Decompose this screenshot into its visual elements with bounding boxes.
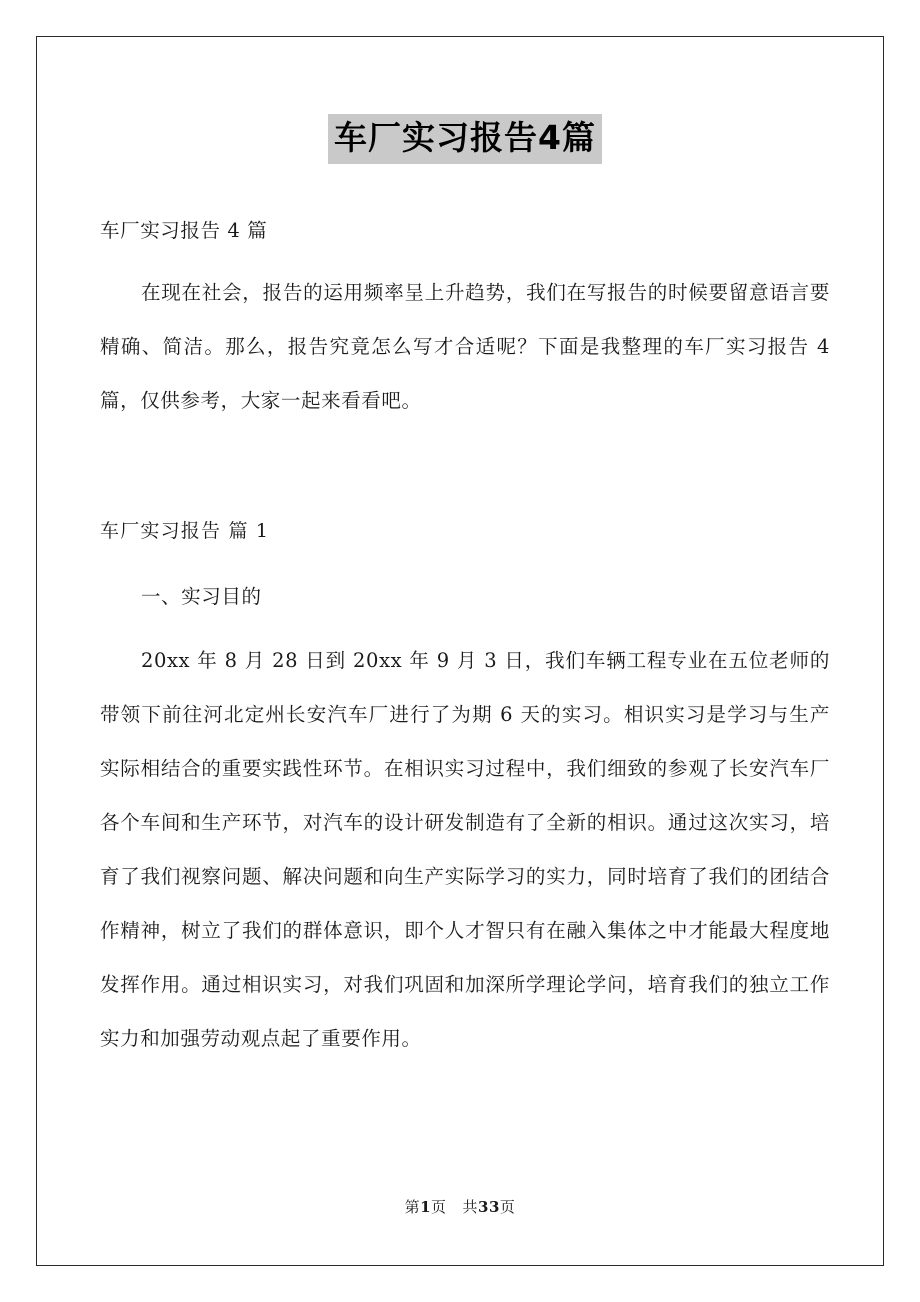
page-content [100,36,837,1266]
lead-line: 车厂实习报告 4 篇 [100,218,268,242]
footer-current-page-suffix: 页 [431,1198,447,1216]
footer-current-page-prefix: 第 [404,1198,421,1216]
footer-total-page-suffix: 页 [499,1198,516,1216]
section-heading: 车厂实习报告 篇 1 [100,519,270,542]
body-paragraph: 20xx 年 8 月 28 日到 20xx 年 9 月 3 日，我们车辆工程专业在五位老师的带领下前往河北定州长安汽车厂进行了为期 6 天的实习。相识实习是学习与生产实际相结合的重要实践性环节。在相识实习过程中，我们细致的参观了长安汽车厂各个车间和生产环节，对汽车的设计研发制造有了全新的相识。通过这次实习，培育了我们视察问题、解决问题和向生产实际学习的实力，同时培育了我们的团结合作精神，树立了我们的群体意识，即个人才智只有在融入集体之中才能最大程度地发挥作用。通过相识实习，对我们巩固和加深所学理论学问，培育我们的独立工作实力和加强劳动观点起了重要作用。 [100,648,830,1050]
footer-total-page-number: 33 [478,1198,500,1216]
footer-current-page-number: 1 [420,1198,432,1216]
footer-total-page-prefix: 共 [462,1198,479,1216]
intro-paragraph: 在现在社会，报告的运用频率呈上升趋势，我们在写报告的时候要留意语言要精确、简洁。那么，报告究竟怎么写才合适呢？下面是我整理的车厂实习报告 4 篇，仅供参考，大家一起来看看吧。 [100,280,837,412]
subsection-heading: 一、实习目的 [140,584,262,608]
page-footer [36,1196,884,1217]
document-title-container [100,114,830,164]
document-title: 车厂实习报告4篇 [328,114,602,164]
